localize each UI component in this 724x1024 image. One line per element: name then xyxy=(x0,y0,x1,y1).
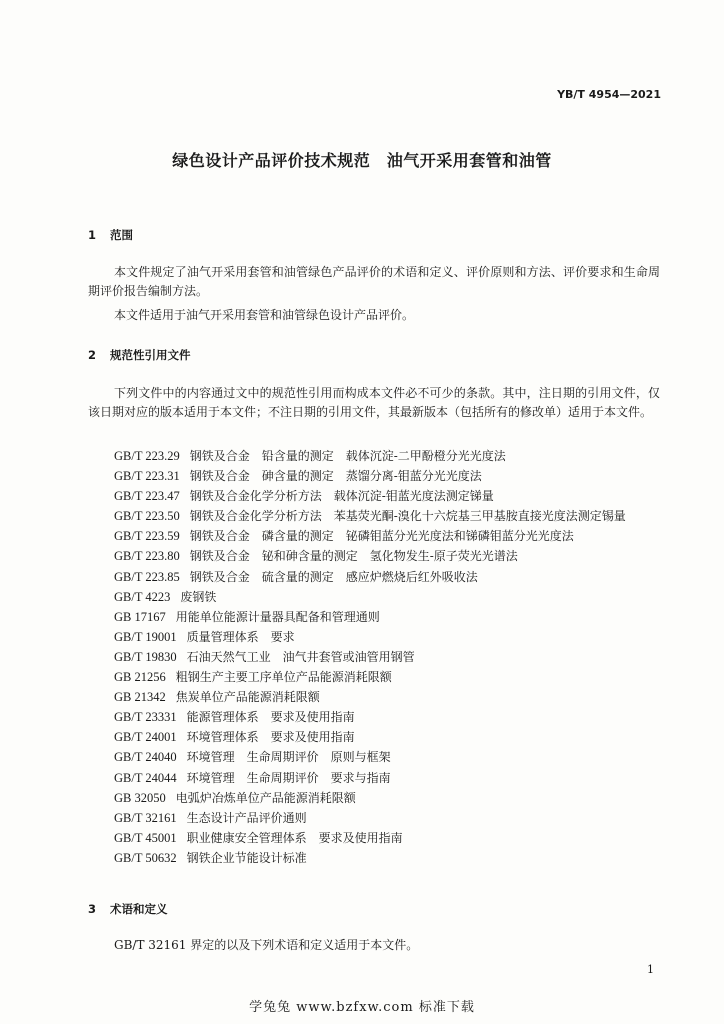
section-2-heading xyxy=(88,347,191,363)
reference-title: 电弧炉冶炼单位产品能源消耗限额 xyxy=(175,790,356,805)
reference-item xyxy=(114,828,626,848)
reference-item xyxy=(114,567,626,587)
reference-code: GB/T 223.59 xyxy=(114,529,180,544)
reference-code: GB/T 223.85 xyxy=(114,569,180,584)
reference-item xyxy=(114,587,626,607)
reference-item xyxy=(114,707,626,727)
reference-item xyxy=(114,627,626,647)
reference-item xyxy=(114,768,626,788)
reference-code: GB/T 223.29 xyxy=(114,449,180,463)
section-3-title: 术语和定义 xyxy=(110,902,168,916)
reference-code: GB/T 223.47 xyxy=(114,489,180,504)
reference-code: GB/T 50632 xyxy=(114,850,177,865)
reference-code: GB/T 24040 xyxy=(114,750,177,765)
section-1-paragraph-1: 本文件规定了油气开采用套管和油管绿色产品评价的术语和定义、评价原则和方法、评价要求和生命周期评价报告编制方法。 xyxy=(88,265,660,298)
reference-title: 石油天然气工业 油气井套管或油管用钢管 xyxy=(186,649,415,664)
reference-title: 焦炭单位产品能源消耗限额 xyxy=(175,690,320,705)
reference-list xyxy=(114,446,626,868)
reference-item xyxy=(114,546,626,566)
reference-title: 钢铁及合金化学分析方法 苯基荧光酮-溴化十六烷基三甲基胺直接光度法测定锡量 xyxy=(189,509,626,524)
section-1-title: 范围 xyxy=(110,228,133,242)
reference-code: GB 21342 xyxy=(114,690,166,705)
reference-code: GB 17167 xyxy=(114,609,166,624)
reference-item xyxy=(114,466,626,486)
section-1-number: 1 xyxy=(88,228,97,242)
reference-item xyxy=(114,486,626,506)
reference-title: 钢铁及合金 铋和砷含量的测定 氢化物发生-原子荧光光谱法 xyxy=(189,549,518,564)
reference-title: 钢铁企业节能设计标准 xyxy=(186,850,307,865)
reference-code: GB/T 19830 xyxy=(114,649,177,664)
reference-item xyxy=(114,446,626,466)
reference-code: GB/T 23331 xyxy=(114,710,177,725)
reference-code: GB/T 223.31 xyxy=(114,469,180,484)
reference-item xyxy=(114,747,626,767)
document-title: 绿色设计产品评价技术规范 油气开采用套管和油管 xyxy=(172,151,552,170)
reference-title: 钢铁及合金化学分析方法 载体沉淀-钼蓝光度法测定锑量 xyxy=(189,489,494,504)
document-number: YB/T 4954—2021 xyxy=(557,88,661,101)
reference-title: 钢铁及合金 磷含量的测定 铋磷钼蓝分光光度法和锑磷钼蓝分光光度法 xyxy=(189,529,574,544)
reference-code: GB 21256 xyxy=(114,670,166,685)
reference-code: GB/T 223.80 xyxy=(114,549,180,564)
page-number: 1 xyxy=(647,963,654,976)
reference-item xyxy=(114,526,626,546)
reference-title: 生态设计产品评价通则 xyxy=(186,810,307,825)
reference-title: 钢铁及合金 铅含量的测定 载体沉淀-二甲酚橙分光光度法 xyxy=(189,449,506,463)
section-3-intro: GB/T 32161 界定的以及下列术语和定义适用于本文件。 xyxy=(114,938,419,952)
section-1-heading xyxy=(88,227,133,243)
reference-title: 环境管理 生命周期评价 要求与指南 xyxy=(186,770,391,785)
reference-code: GB/T 4223 xyxy=(114,589,171,604)
reference-title: 环境管理体系 要求及使用指南 xyxy=(186,730,355,745)
reference-code: GB/T 45001 xyxy=(114,830,177,845)
reference-code: GB/T 24001 xyxy=(114,730,177,745)
reference-item xyxy=(114,727,626,747)
reference-title: 废钢铁 xyxy=(180,589,217,604)
reference-code: GB/T 223.50 xyxy=(114,509,180,524)
section-2-title: 规范性引用文件 xyxy=(110,348,191,362)
section-2-intro: 下列文件中的内容通过文中的规范性引用而构成本文件必不可少的条款。其中，注日期的引用文件，仅该日期对应的版本适用于本文件；不注日期的引用文件，其最新版本（包括所有的修改单）适用于本文件。 xyxy=(88,386,660,419)
reference-item xyxy=(114,848,626,868)
reference-title: 质量管理体系 要求 xyxy=(186,629,295,644)
reference-title: 职业健康安全管理体系 要求及使用指南 xyxy=(186,830,403,845)
reference-item xyxy=(114,788,626,808)
reference-title: 钢铁及合金 砷含量的测定 蒸馏分离-钼蓝分光光度法 xyxy=(189,469,482,484)
section-3-number: 3 xyxy=(88,902,97,916)
reference-title: 环境管理 生命周期评价 原则与框架 xyxy=(186,750,391,765)
reference-item xyxy=(114,506,626,526)
reference-title: 用能单位能源计量器具配备和管理通则 xyxy=(175,609,380,624)
reference-code: GB/T 32161 xyxy=(114,810,177,825)
reference-item xyxy=(114,647,626,667)
reference-title: 粗钢生产主要工序单位产品能源消耗限额 xyxy=(175,670,392,685)
section-1-paragraph-2: 本文件适用于油气开采用套管和油管绿色设计产品评价。 xyxy=(114,308,415,322)
reference-item xyxy=(114,808,626,828)
reference-code: GB/T 19001 xyxy=(114,629,177,644)
reference-title: 能源管理体系 要求及使用指南 xyxy=(186,710,355,725)
reference-title: 钢铁及合金 硫含量的测定 感应炉燃烧后红外吸收法 xyxy=(189,569,478,584)
reference-code: GB 32050 xyxy=(114,790,166,805)
reference-item xyxy=(114,607,626,627)
reference-code: GB/T 24044 xyxy=(114,770,177,785)
reference-item xyxy=(114,687,626,707)
section-3-heading xyxy=(88,901,168,917)
reference-item xyxy=(114,667,626,687)
section-2-number: 2 xyxy=(88,348,97,362)
footer-watermark-text: 学兔兔 www.bzfxw.com 标准下载 xyxy=(249,1000,475,1015)
